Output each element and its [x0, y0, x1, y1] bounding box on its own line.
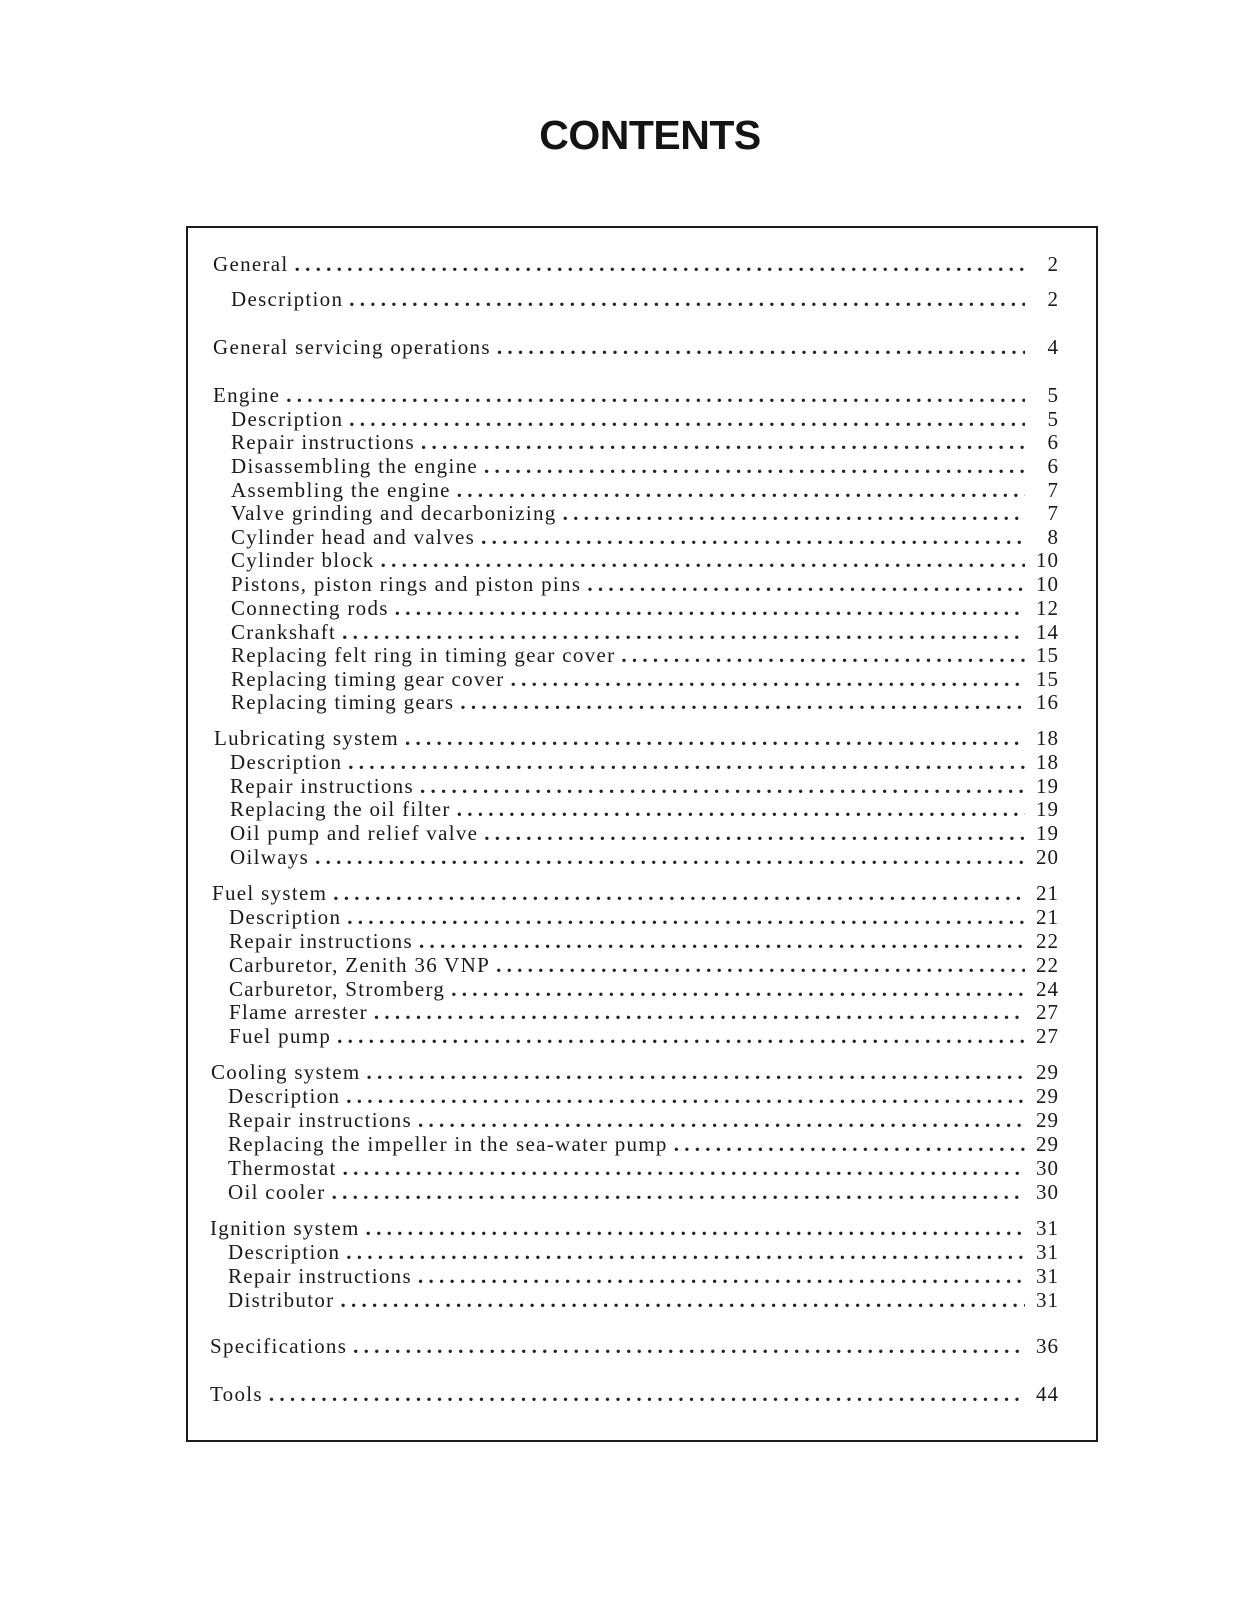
- toc-entry-label: Connecting rods: [231, 596, 389, 620]
- toc-entry[interactable]: [213, 383, 1059, 407]
- dot-leader: [374, 1000, 1025, 1024]
- toc-entry-label: Flame arrester: [229, 1000, 368, 1024]
- toc-entry-label: Cylinder head and valves: [231, 525, 476, 549]
- toc-entry-page: 18: [1036, 750, 1059, 774]
- dot-leader: [353, 1334, 1025, 1358]
- toc-entry-page: 10: [1036, 572, 1059, 596]
- toc-entry[interactable]: [231, 501, 1059, 525]
- toc-entry-label: Distributor: [228, 1288, 335, 1312]
- dot-leader: [674, 1132, 1025, 1156]
- toc-entry-label: Description: [228, 1240, 341, 1264]
- toc-entry-label: Repair instructions: [228, 1264, 412, 1288]
- dot-leader: [420, 774, 1025, 798]
- toc-entry-label: Oil cooler: [228, 1180, 326, 1204]
- toc-entry-page: 24: [1036, 977, 1059, 1001]
- toc-entry-page: 21: [1036, 905, 1059, 929]
- dot-leader: [381, 548, 1025, 572]
- toc-entry-label: Repair instructions: [229, 929, 413, 953]
- dot-leader: [332, 1180, 1025, 1204]
- dot-leader: [484, 821, 1025, 845]
- dot-leader: [315, 845, 1025, 869]
- toc-entry-page: 29: [1036, 1132, 1059, 1156]
- toc-entry-label: Description: [230, 750, 343, 774]
- toc-entry-page: 8: [1047, 525, 1059, 549]
- toc-entry-page: 30: [1036, 1180, 1059, 1204]
- dot-leader: [421, 430, 1025, 454]
- dot-leader: [418, 1108, 1025, 1132]
- dot-leader: [460, 690, 1025, 714]
- toc-entry[interactable]: [230, 845, 1059, 869]
- dot-leader: [496, 953, 1025, 977]
- toc-entry[interactable]: [231, 454, 1059, 478]
- toc-entry[interactable]: [231, 407, 1059, 431]
- dot-leader: [340, 1288, 1025, 1312]
- dot-leader: [346, 1084, 1025, 1108]
- toc-entry[interactable]: [230, 797, 1059, 821]
- toc-entry-page: 36: [1036, 1334, 1059, 1358]
- toc-entry-label: Ignition system: [210, 1216, 360, 1240]
- toc-entry[interactable]: [229, 905, 1059, 929]
- dot-leader: [497, 335, 1025, 359]
- toc-entry[interactable]: [228, 1132, 1059, 1156]
- dot-leader: [269, 1382, 1025, 1406]
- toc-entry-label: Description: [229, 905, 342, 929]
- dot-leader: [349, 407, 1025, 431]
- toc-entry[interactable]: [228, 1084, 1059, 1108]
- dot-leader: [349, 287, 1025, 311]
- toc-entry-label: Replacing the oil filter: [230, 797, 451, 821]
- toc-entry-page: 10: [1036, 548, 1059, 572]
- toc-entry-page: 4: [1047, 335, 1059, 359]
- toc-entry-label: Replacing the impeller in the sea-water pump: [228, 1132, 668, 1156]
- toc-entry-label: Description: [228, 1084, 341, 1108]
- dot-leader: [405, 726, 1025, 750]
- toc-entry-page: 44: [1036, 1382, 1059, 1406]
- toc-entry[interactable]: [231, 525, 1059, 549]
- toc-entry-page: 16: [1036, 690, 1059, 714]
- toc-entry-page: 22: [1036, 929, 1059, 953]
- dot-leader: [451, 977, 1025, 1001]
- toc-entry-page: 18: [1036, 726, 1059, 750]
- toc-entry-label: Cylinder block: [231, 548, 375, 572]
- toc-entry[interactable]: [228, 1264, 1059, 1288]
- toc-entry[interactable]: [231, 478, 1059, 502]
- toc-entry[interactable]: [231, 620, 1059, 644]
- toc-entry-page: 31: [1036, 1216, 1059, 1240]
- dot-leader: [348, 750, 1025, 774]
- toc-entry-page: 30: [1036, 1156, 1059, 1180]
- toc-entry[interactable]: [230, 750, 1059, 774]
- toc-entry[interactable]: [229, 1000, 1059, 1024]
- toc-entry[interactable]: [229, 1024, 1059, 1048]
- toc-entry-label: Cooling system: [211, 1060, 361, 1084]
- toc-entry-label: Repair instructions: [230, 774, 414, 798]
- toc-entry-page: 14: [1036, 620, 1059, 644]
- toc-entry-label: General: [213, 252, 289, 276]
- toc-entry-label: Oil pump and relief valve: [230, 821, 479, 845]
- toc-entry-page: 29: [1036, 1084, 1059, 1108]
- toc-entry[interactable]: [213, 335, 1059, 359]
- dot-leader: [563, 501, 1025, 525]
- toc-entry-page: 12: [1036, 596, 1059, 620]
- page-title: CONTENTS: [539, 112, 761, 158]
- toc-entry[interactable]: [229, 929, 1059, 953]
- toc-entry-page: 19: [1036, 774, 1059, 798]
- toc-entry[interactable]: [230, 774, 1059, 798]
- toc-entry[interactable]: [228, 1240, 1059, 1264]
- toc-entry-label: Repair instructions: [228, 1108, 412, 1132]
- dot-leader: [343, 1156, 1025, 1180]
- dot-leader: [621, 643, 1025, 667]
- toc-entry[interactable]: [231, 667, 1059, 691]
- toc-entry[interactable]: [228, 1156, 1059, 1180]
- toc-entry[interactable]: [229, 977, 1059, 1001]
- toc-entry[interactable]: [231, 690, 1059, 714]
- toc-entry[interactable]: [229, 953, 1059, 977]
- dot-leader: [419, 929, 1025, 953]
- toc-entry-label: Specifications: [210, 1334, 348, 1358]
- toc-entry[interactable]: [231, 430, 1059, 454]
- contents-box: [186, 226, 1098, 1442]
- toc-entry-label: Pistons, piston rings and piston pins: [231, 572, 582, 596]
- dot-leader: [457, 797, 1025, 821]
- toc-entry-page: 29: [1036, 1060, 1059, 1084]
- toc-entry-page: 27: [1036, 1000, 1059, 1024]
- toc-entry-page: 5: [1047, 383, 1059, 407]
- toc-entry[interactable]: [231, 572, 1059, 596]
- toc-entry-label: Valve grinding and decarbonizing: [231, 501, 557, 525]
- dot-leader: [337, 1024, 1025, 1048]
- toc-entry[interactable]: [228, 1288, 1059, 1312]
- toc-entry-label: Replacing felt ring in timing gear cover: [231, 643, 616, 667]
- toc-entry-page: 5: [1047, 407, 1059, 431]
- toc-entry-label: Oilways: [230, 845, 310, 869]
- dot-leader: [457, 478, 1025, 502]
- toc-entry-label: Assembling the engine: [231, 478, 451, 502]
- toc-entry-page: 6: [1047, 430, 1059, 454]
- toc-entry[interactable]: [228, 1180, 1059, 1204]
- toc-entry-page: 22: [1036, 953, 1059, 977]
- toc-entry-page: 31: [1036, 1264, 1059, 1288]
- toc-entry-page: 15: [1036, 667, 1059, 691]
- toc-entry-label: Disassembling the engine: [231, 454, 478, 478]
- dot-leader: [286, 383, 1025, 407]
- toc-entry-page: 15: [1036, 643, 1059, 667]
- dot-leader: [366, 1216, 1025, 1240]
- dot-leader: [295, 252, 1025, 276]
- toc-entry-label: Description: [231, 287, 344, 311]
- dot-leader: [481, 525, 1025, 549]
- toc-entry-label: Engine: [213, 383, 281, 407]
- dot-leader: [587, 572, 1025, 596]
- toc-entry[interactable]: [231, 548, 1059, 572]
- dot-leader: [346, 1240, 1025, 1264]
- dot-leader: [418, 1264, 1025, 1288]
- toc-entry-page: 2: [1047, 252, 1059, 276]
- toc-entry-page: 31: [1036, 1240, 1059, 1264]
- toc-entry-page: 27: [1036, 1024, 1059, 1048]
- toc-entry[interactable]: [231, 287, 1059, 311]
- toc-entry-page: 21: [1036, 881, 1059, 905]
- toc-entry-label: Fuel pump: [229, 1024, 332, 1048]
- toc-entry[interactable]: [210, 1382, 1059, 1406]
- dot-leader: [484, 454, 1025, 478]
- dot-leader: [366, 1060, 1025, 1084]
- toc-entry[interactable]: [210, 1216, 1059, 1240]
- toc-entry-label: Fuel system: [212, 881, 328, 905]
- toc-entry-label: Lubricating system: [214, 726, 399, 750]
- toc-entry-page: 7: [1047, 478, 1059, 502]
- toc-entry[interactable]: [214, 726, 1059, 750]
- toc-entry[interactable]: [231, 643, 1059, 667]
- toc-entry[interactable]: [231, 596, 1059, 620]
- toc-entry-page: 20: [1036, 845, 1059, 869]
- dot-leader: [333, 881, 1025, 905]
- dot-leader: [347, 905, 1025, 929]
- toc-entry-label: General servicing operations: [213, 335, 491, 359]
- toc-entry-page: 7: [1047, 501, 1059, 525]
- toc-entry-label: Replacing timing gear cover: [231, 667, 505, 691]
- toc-entry-label: Replacing timing gears: [231, 690, 455, 714]
- dot-leader: [511, 667, 1025, 691]
- toc-entry[interactable]: [210, 1334, 1059, 1358]
- toc-entry[interactable]: [213, 252, 1059, 276]
- toc-entry-label: Thermostat: [228, 1156, 337, 1180]
- dot-leader: [395, 596, 1025, 620]
- toc-entry[interactable]: [211, 1060, 1059, 1084]
- toc-entry-page: 19: [1036, 797, 1059, 821]
- toc-entry-page: 19: [1036, 821, 1059, 845]
- dot-leader: [342, 620, 1025, 644]
- toc-entry-label: Carburetor, Zenith 36 VNP: [229, 953, 491, 977]
- toc-entry[interactable]: [212, 881, 1059, 905]
- toc-entry-page: 6: [1047, 454, 1059, 478]
- toc-entry-label: Tools: [210, 1382, 263, 1406]
- toc-entry-label: Crankshaft: [231, 620, 337, 644]
- toc-entry-page: 31: [1036, 1288, 1059, 1312]
- toc-entry-label: Repair instructions: [231, 430, 415, 454]
- toc-entry-label: Description: [231, 407, 344, 431]
- toc-entry-page: 29: [1036, 1108, 1059, 1132]
- toc-entry-label: Carburetor, Stromberg: [229, 977, 446, 1001]
- toc-entry[interactable]: [228, 1108, 1059, 1132]
- toc-entry-page: 2: [1047, 287, 1059, 311]
- toc-entry[interactable]: [230, 821, 1059, 845]
